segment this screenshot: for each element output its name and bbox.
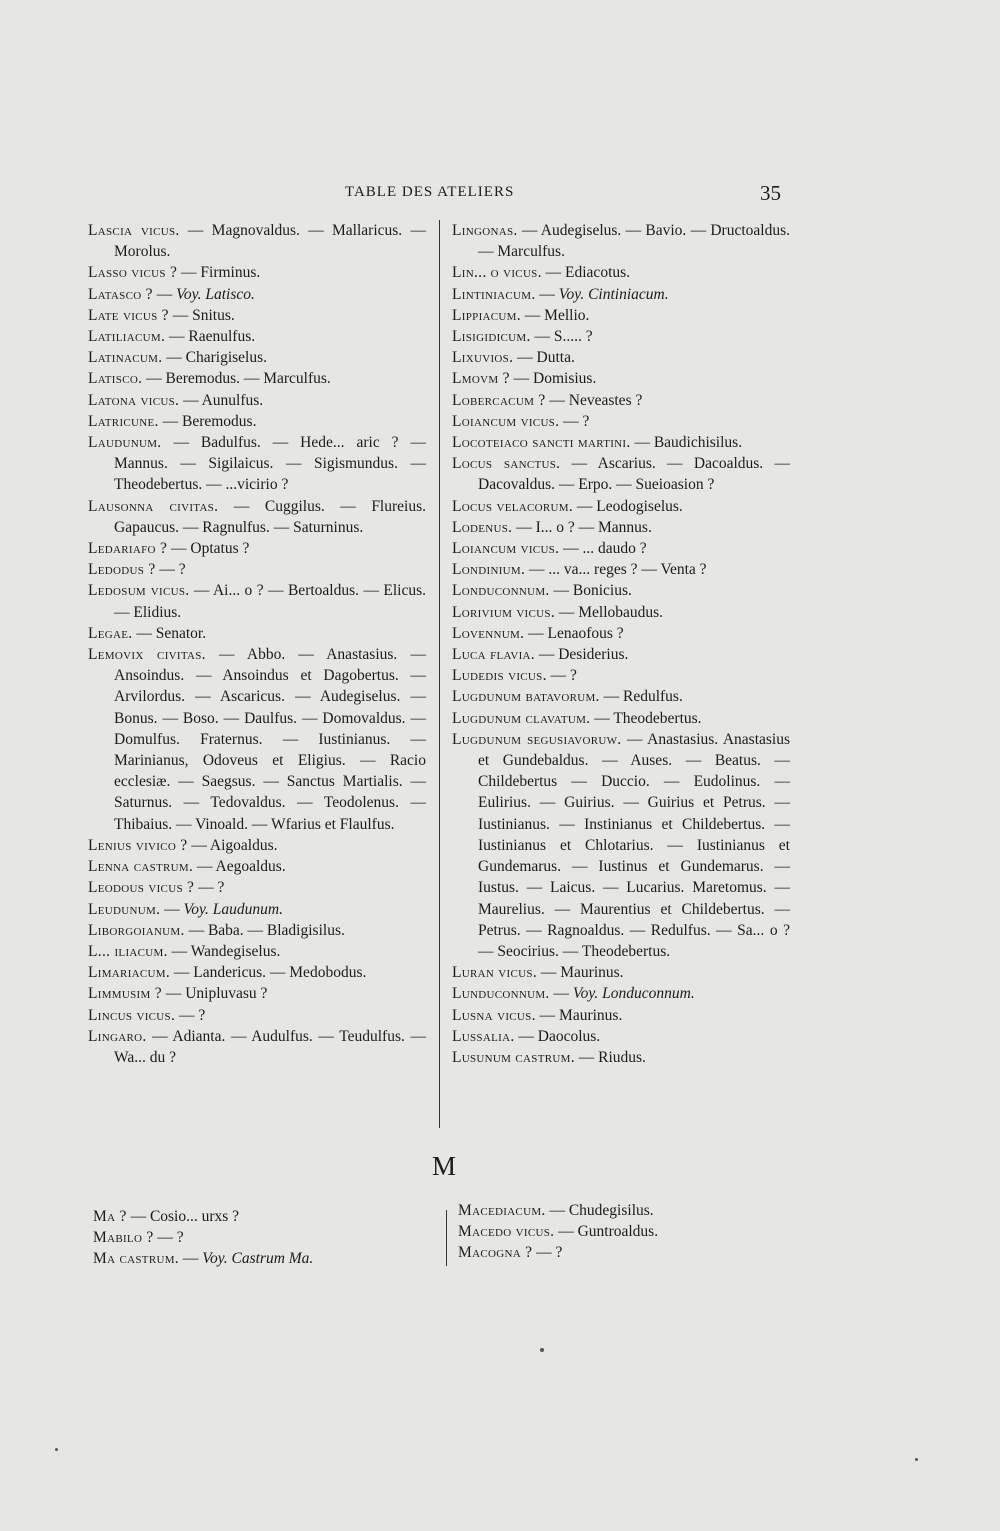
entry-text: — Snitus. — [168, 306, 235, 324]
index-entry — [88, 262, 426, 283]
index-entry — [88, 432, 426, 496]
entry-headword: Locus sanctus. — [452, 455, 561, 473]
entry-text: — Aigoaldus. — [187, 836, 278, 854]
entry-headword: Lusunum castrum. — [452, 1048, 575, 1066]
entry-text: — Cosio... urxs ? — [126, 1208, 240, 1225]
index-entry — [452, 496, 790, 517]
index-entry — [88, 962, 426, 983]
section-letter-heading: M — [432, 1151, 457, 1181]
index-entry — [452, 517, 790, 538]
entry-headword: Lugdunum clavatum. — [452, 709, 591, 727]
index-entry — [88, 623, 426, 644]
entry-text: — Raenulfus. — [165, 328, 256, 346]
index-entry — [88, 326, 426, 347]
entry-headword: Loiancum vicus. — [452, 540, 560, 558]
index-entry — [452, 347, 790, 368]
entry-headword: Lemovix civitas. — [88, 646, 206, 664]
entry-headword: Lincus vicus. — [88, 1006, 176, 1024]
entry-headword: Lasso vicus ? — [88, 264, 178, 282]
entry-headword: Latona vicus. — [88, 391, 180, 409]
entry-text: — ... va... reges ? — Venta ? — [525, 561, 707, 579]
index-entry — [452, 305, 790, 326]
entry-headword: Lodenus. — [452, 518, 513, 536]
entry-headword: Lingonas. — [452, 222, 518, 239]
index-entry — [458, 1242, 796, 1263]
entry-headword: Macedo vicus. — [458, 1223, 555, 1241]
entry-headword: Latisco. — [88, 370, 143, 388]
entry-text: — Ediacotus. — [541, 264, 631, 282]
index-entry — [452, 983, 790, 1004]
index-entry — [88, 220, 426, 262]
running-title: TABLE DES ATELIERS — [345, 184, 515, 200]
index-entry — [93, 1248, 431, 1269]
entry-text: — — [535, 285, 559, 303]
index-entry — [88, 983, 426, 1004]
index-entry — [452, 1005, 790, 1026]
entry-headword: Lorivium vicus. — [452, 603, 555, 621]
index-entry — [452, 326, 790, 347]
index-entry — [452, 538, 790, 559]
section-m-column-right — [458, 1200, 796, 1264]
entry-text: — Theodebertus. — [590, 709, 702, 727]
entry-headword: Lisigidicum. — [452, 328, 531, 346]
entry-headword: Macogna ? — [458, 1244, 533, 1262]
index-entry — [88, 411, 426, 432]
entry-text: — Desiderius. — [534, 646, 629, 664]
entry-headword: Limariacum. — [88, 964, 171, 982]
entry-headword: Late vicus ? — [88, 306, 169, 324]
entry-text: — S..... ? — [530, 328, 593, 346]
entry-text: — Daocolus. — [514, 1027, 601, 1045]
index-entry — [452, 262, 790, 283]
entry-cross-reference: Voy. Cintiniacum. — [558, 285, 669, 303]
entry-headword: Lusna vicus. — [452, 1006, 536, 1024]
entry-headword: Lintiniacum. — [452, 285, 536, 303]
entry-text: — Wandegiselus. — [167, 942, 281, 960]
entry-headword: Latricune. — [88, 412, 159, 430]
index-entry — [452, 644, 790, 665]
entry-text: — Mellobaudus. — [555, 603, 664, 621]
entry-headword: Lovennum. — [452, 624, 525, 642]
index-entry — [88, 920, 426, 941]
entry-headword: Lugdunum segusiavoruw. — [452, 730, 622, 748]
entry-text: — Aunulfus. — [179, 391, 264, 409]
entry-text: — Landericus. — Medobodus. — [170, 964, 367, 982]
index-entry — [452, 453, 790, 495]
entry-text: — Cuggilus. — Flureius. Gapaucus. — Ragnulfus. — Saturninus. — [114, 497, 426, 536]
section-m-column-divider — [446, 1210, 447, 1266]
entry-headword: Ledosum vicus. — [88, 582, 190, 600]
page-speck — [915, 1458, 918, 1461]
index-entry — [93, 1227, 431, 1248]
index-entry — [452, 559, 790, 580]
entry-text: — Firminus. — [177, 264, 261, 282]
entry-text: — ? — [532, 1244, 563, 1262]
entry-cross-reference: Voy. Londuconnum. — [572, 985, 695, 1003]
entry-text: — Abbo. — Anastasius. — Ansoindus. — Ansoindus et Dagobertus. — Arvilordus. — Ascaricus. — Audegiselus. — Bonus. — Boso. — Daulfus. — Domovaldus. — Domulfus. Fraternus. — Iustinianus. — Marinianus, Odoveus et Eligius. — Racio ecclesiæ. — Saegsus. — Sanctus Martialis. — Saturnus. — Tedovaldus. — Teodolenus. — Thibaius. — Vinoald. — Wfarius et Flaulfus. — [114, 646, 426, 833]
index-entry — [88, 284, 426, 305]
entry-text: — Badulfus. — Hede... aric ? — Mannus. — Sigilaicus. — Sigismundus. — Theodebertus. — ...vicirio ? — [114, 434, 426, 494]
entry-text: — Ai... o ? — Bertoaldus. — Elicus. — Elidius. — [114, 582, 426, 621]
running-head — [0, 181, 1000, 208]
entry-headword: Mabilo ? — [93, 1229, 154, 1247]
index-entry — [88, 644, 426, 835]
entry-text: — Anastasius. Anastasius et Gundebaldus. — Auses. — Beatus. — Childebertus — Duccio. — Eudolinus. — Eulirius. — Guirius. — Guirius et Petrus. — Iustinianus. — Instinianus et Childebertus. — Iustinianus et Chlotarius. — Iustinianus et Gundemarus. — Iustinus et Gundemarus. — Iustus. — Laicus. — Lucarius. Maretomus. — Maurelius. — Maurentius et Childebertus. — Petrus. — Ragnoaldus. — Redulfus. — Sa... o ? — Seocirius. — Theodebertus. — [478, 730, 790, 960]
entry-headword: Lunduconnum. — [452, 985, 550, 1003]
index-entry — [88, 368, 426, 389]
entry-cross-reference: Voy. Castrum Ma. — [202, 1250, 314, 1268]
entry-text: — Charigiselus. — [162, 349, 268, 367]
entry-text: — Maurinus. — [537, 964, 624, 982]
entry-headword: Luca flavia. — [452, 646, 535, 664]
index-entry — [452, 432, 790, 453]
entry-headword: Lascia vicus. — [88, 222, 180, 239]
entry-headword: Lingaro. — [88, 1027, 147, 1045]
entry-headword: Lenna castrum. — [88, 858, 194, 876]
entry-headword: Lugdunum batavorum. — [452, 688, 600, 706]
entry-headword: Ludedis vicus. — [452, 667, 547, 685]
entry-headword: Leudunum. — [88, 900, 161, 918]
entry-text: — — [549, 985, 573, 1003]
column-divider — [439, 220, 440, 1128]
entry-text: — Baudichisilus. — [630, 434, 743, 452]
entry-text: — Lenaofous ? — [524, 624, 624, 642]
entry-text: — Leodogiselus. — [573, 497, 683, 515]
index-entry — [88, 856, 426, 877]
entry-headword: Lin... o vicus. — [452, 264, 542, 282]
entry-cross-reference: Voy. Latisco. — [176, 285, 255, 303]
section-m-column-left — [93, 1206, 431, 1270]
entry-headword: Laudunum. — [88, 434, 162, 452]
index-entry — [452, 411, 790, 432]
entry-headword: Ledodus ? — [88, 561, 156, 579]
index-column-right — [452, 220, 790, 1068]
entry-text: — Maurinus. — [535, 1006, 623, 1024]
entry-text: — Audegiselus. — Bavio. — Dructoaldus. — Marculfus. — [478, 222, 790, 261]
entry-headword: Lippiacum. — [452, 306, 521, 324]
entry-headword: Luran vicus. — [452, 964, 537, 982]
index-entry — [452, 580, 790, 601]
entry-text: — Ascarius. — Dacoaldus. — Dacovaldus. — Erpo. — Sueioasion ? — [478, 455, 790, 494]
entry-text: — I... o ? — Mannus. — [512, 518, 652, 536]
index-entry — [452, 729, 790, 962]
entry-headword: Leodous vicus ? — [88, 879, 195, 897]
entry-cross-reference: Voy. Laudunum. — [183, 900, 283, 918]
entry-text: — ... daudo ? — [559, 540, 647, 558]
index-entry — [93, 1206, 431, 1227]
entry-headword: Lausonna civitas. — [88, 497, 219, 515]
index-entry — [452, 368, 790, 389]
entry-headword: Lobercacum ? — [452, 391, 546, 409]
entry-text: — ? — [559, 412, 590, 430]
index-entry — [452, 962, 790, 983]
entry-text: — Domisius. — [509, 370, 597, 388]
index-entry — [458, 1200, 796, 1221]
entry-text: — Senator. — [132, 624, 207, 642]
index-entry — [452, 220, 790, 262]
entry-headword: Latinacum. — [88, 349, 163, 367]
index-entry — [452, 623, 790, 644]
index-entry — [88, 835, 426, 856]
entry-text: — ? — [153, 1229, 184, 1247]
entry-text: — Optatus ? — [167, 540, 250, 558]
index-entry — [88, 496, 426, 538]
entry-text: — Bonicius. — [549, 582, 632, 600]
page-speck — [55, 1448, 58, 1451]
entry-headword: Lussalia. — [452, 1027, 515, 1045]
index-entry — [452, 1026, 790, 1047]
entry-headword: Latasco ? — [88, 285, 153, 303]
index-entry — [88, 1026, 426, 1068]
entry-text: — Beremodus. — Marculfus. — [142, 370, 331, 388]
entry-text: — Riudus. — [574, 1048, 646, 1066]
entry-text: — — [152, 285, 177, 303]
entry-headword: Loiancum vicus. — [452, 412, 560, 430]
entry-headword: Ma ? — [93, 1208, 127, 1225]
index-entry — [88, 347, 426, 368]
entry-text: — Adianta. — Audulfus. — Teudulfus. — Wa... du ? — [114, 1027, 426, 1066]
index-entry — [452, 602, 790, 623]
entry-text: — Neveastes ? — [545, 391, 643, 409]
entry-headword: L... iliacum. — [88, 942, 168, 960]
entry-headword: Ledariafo ? — [88, 540, 168, 558]
entry-text: — Dutta. — [513, 349, 575, 367]
page-number: 35 — [760, 181, 781, 205]
index-entry — [452, 390, 790, 411]
index-entry — [452, 284, 790, 305]
entry-headword: Locus velacorum. — [452, 497, 574, 515]
index-entry — [88, 941, 426, 962]
entry-text: — — [160, 900, 184, 918]
entry-headword: Locoteiaco sancti martini. — [452, 434, 631, 452]
index-entry — [452, 1047, 790, 1068]
entry-text: — Baba. — Bladigisilus. — [184, 921, 345, 939]
entry-text: — ? — [175, 1006, 206, 1024]
index-entry — [88, 877, 426, 898]
entry-text: — ? — [194, 879, 225, 897]
entry-headword: Ma castrum. — [93, 1250, 179, 1268]
index-entry — [88, 899, 426, 920]
entry-text: — Mellio. — [520, 306, 590, 324]
entry-headword: Macediacum. — [458, 1202, 546, 1219]
entry-headword: Londuconnum. — [452, 582, 550, 600]
index-entry — [88, 538, 426, 559]
entry-headword: Liborgoianum. — [88, 921, 185, 939]
entry-text: — Chudegisilus. — [545, 1202, 654, 1219]
index-entry — [88, 559, 426, 580]
entry-headword: Lixuvios. — [452, 349, 514, 367]
entry-text: — Aegoaldus. — [193, 858, 286, 876]
entry-headword: Londinium. — [452, 561, 526, 579]
index-column-left — [88, 220, 426, 1068]
index-entry — [88, 305, 426, 326]
entry-text: — ? — [155, 561, 186, 579]
page-speck — [540, 1348, 544, 1352]
entry-headword: Lmovm ? — [452, 370, 510, 388]
index-entry — [88, 390, 426, 411]
index-entry — [452, 686, 790, 707]
entry-headword: Lenius vivico ? — [88, 836, 188, 854]
entry-text: — Magnovaldus. — Mallaricus. — Morolus. — [114, 222, 426, 261]
entry-text: — Guntroaldus. — [554, 1223, 659, 1241]
entry-text: — Beremodus. — [158, 412, 257, 430]
index-entry — [458, 1221, 796, 1242]
index-entry — [452, 665, 790, 686]
index-entry — [88, 1005, 426, 1026]
index-entry — [88, 580, 426, 622]
entry-headword: Legae. — [88, 624, 133, 642]
entry-text: — Redulfus. — [599, 688, 683, 706]
entry-text: — — [178, 1250, 203, 1268]
entry-headword: Limmusim ? — [88, 985, 162, 1003]
entry-text: — ? — [546, 667, 577, 685]
entry-text: — Unipluvasu ? — [161, 985, 268, 1003]
index-entry — [452, 708, 790, 729]
entry-headword: Latiliacum. — [88, 328, 166, 346]
